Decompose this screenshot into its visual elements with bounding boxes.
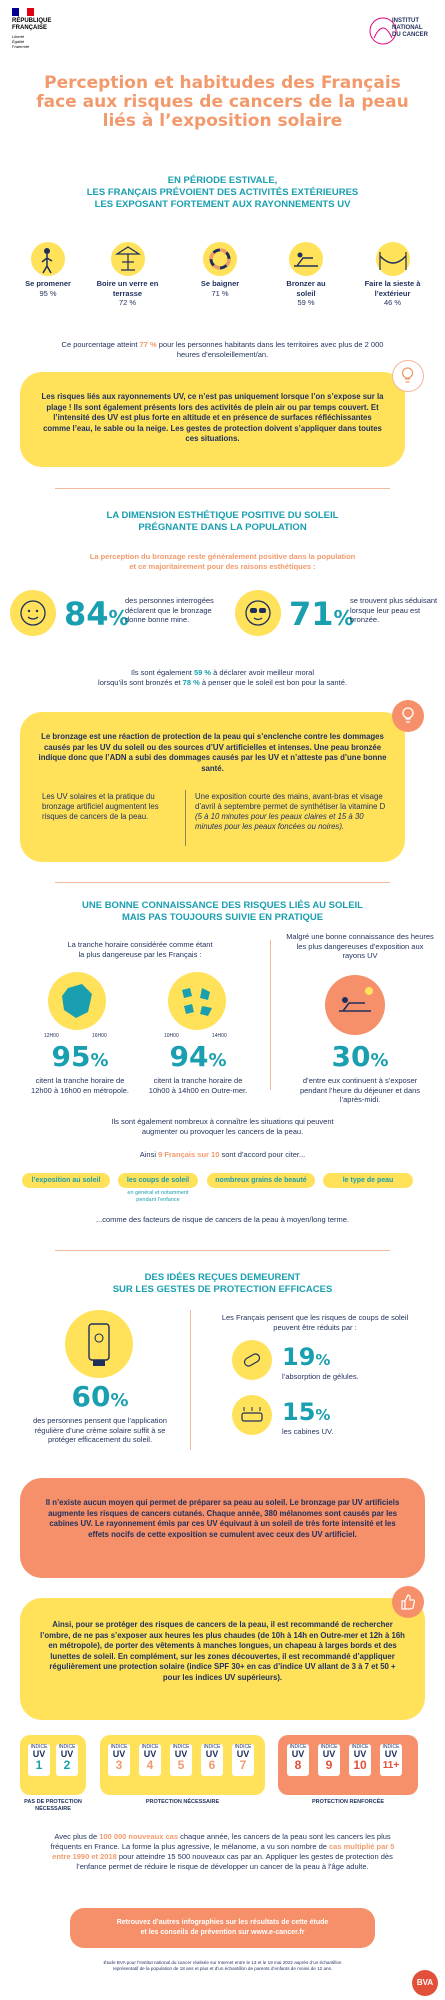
stat-15-text: les cabines UV. [282,1427,334,1436]
activity-value: 72 % [118,298,137,307]
devise-fraternite: Fraternité [12,44,30,49]
uv-card-11: INDICE UV 11+ [380,1744,402,1776]
activity-label: Se baigner [200,279,240,288]
lightbulb-icon [392,700,424,732]
incidence-highlight-2: cas multiplié par 5 entre 1990 et 2018 [52,1842,395,1861]
sunglasses-face-icon [235,590,281,636]
uv-card-5: INDICE UV 5 [170,1744,192,1776]
uv-card-1: INDICE UV 1 [28,1744,50,1776]
time-right-start: 10H00 [164,1033,179,1039]
sunburn-beliefs-intro: Les Français pensent que les risques de coups de soleil peuvent être réduits par : [221,1313,409,1332]
activity-value: 71 % [211,288,229,298]
stat-60-value: 60% [71,1380,129,1413]
section1-heading-line-3: LES EXPOSANT FORTEMENT AUX RAYONNEMENTS UV [94,199,351,210]
pill-sunburn-sub: en général et notamment pendant l’enfance [127,1190,189,1203]
uv-label-low: PAS DE PROTECTION NÉCESSAIRE [24,1799,82,1812]
note-text-end: pour les personnes habitants dans les territoires avec plus de 2 000 heures d’ensoleillement/an. [156,340,384,359]
outremer-map-icon [168,972,226,1030]
uv-index-scale [20,1735,425,1815]
stat-15-value: 15% [282,1398,331,1426]
activity-label: Faire la sieste à l’extérieur [364,279,421,298]
note-78: 78 % [182,677,200,687]
page-title [20,74,425,131]
stat-95 [30,1042,130,1095]
section4-heading-line-2: SUR LES GESTES DE PROTECTION EFFICACES [112,1284,333,1295]
activity-value: 59 % [297,298,315,307]
uv-card-10: INDICE UV 10 [349,1744,371,1776]
section4-heading [30,1272,415,1296]
pills-icon [232,1340,272,1380]
tanning-main-text: Le bronzage est une réaction de protection de la peau qui s’enclenche contre les dommages causés par les UV du soleil ou des sources d’UV artificielles et intenses. Une peau bronzée indique donc que l’ADN a subi des dommages causés par les UV et n’atteste pas d’une bonne santé. [38,732,387,773]
metropole-map-icon [48,972,106,1030]
devise-egalite: Égalité [12,39,25,44]
incidence-paragraph: Avec plus de 100 000 nouveaux cas chaque année, les cancers de la peau sont les cancers les plus fréquents en France. La forme la plus agressive, le mélanome, a vu son nombre de cas multiplié par 5 entre 1990 et 2018 pour atteindre 15 500 nouveaux cas par an. Appliquer les gestes de protection dès l’enfance permet de réduire le risque de développer un cancer de la peau à l’âge adulte. [50,1832,395,1871]
stat-19 [282,1345,422,1382]
inca-line-3: DU CANCER [392,32,428,38]
republique-logo [12,8,72,49]
pill-sun-exposure: l’exposition au soleil [22,1173,110,1188]
section1-heading-line-1: EN PÉRIODE ESTIVALE, [167,175,278,186]
uv-cabin-icon [232,1395,272,1435]
incidence-highlight-1: 100 000 nouveaux cas [99,1832,179,1841]
sunbather-icon [325,975,385,1035]
stat-94-text: citent la tranche horaire de 10h00 à 14h00 en Outre-mer. [148,1076,248,1095]
section2-heading-line-1: LA DIMENSION ESTHÉTIQUE POSITIVE DU SOLEIL [106,510,339,521]
sunshine-note [55,340,390,359]
stat-84-value: 84% [64,595,129,633]
activity-label: Boire un verre en terrasse [96,279,159,298]
stat-30-intro: Malgré une bonne connaissance des heures les plus dangereuses d’exposition aux rayons UV [286,932,434,960]
section2-intro [40,552,405,571]
walking-person-icon [31,242,65,276]
activity-walk [18,242,78,298]
pill-moles: nombreux grains de beauté [207,1173,315,1188]
time-intro: La tranche horaire considérée comme étant la plus dangereuse par les Français : [67,940,213,959]
stat-30-value: 30% [331,1040,389,1073]
pill-sunburn: les coups de soleil [118,1173,198,1188]
inca-line-1: INSTITUT [392,18,419,24]
smiling-sun-face-icon [10,590,56,636]
uv-card-8: INDICE UV 8 [287,1744,309,1776]
stat-95-value: 95% [51,1040,109,1073]
title-line-2: face aux risques de cancers de la peau [36,92,409,112]
sunbathing-icon [289,242,323,276]
cta-text[interactable]: Retrouvez d’autres infographies sur les résultats de cette étude et les conseils de prévention sur www.e-cancer.fr [116,1919,329,1936]
note-highlight: 77 % [139,340,157,349]
intro-line-1: La perception du bronzage reste généralement positive dans la population [89,552,356,561]
activity-label: Se promener [25,279,71,288]
pill-skin-type: le type de peau [323,1173,413,1188]
note-text: Ce pourcentage atteint [61,340,140,349]
stat-30-text: d’entre eux continuent à s’exposer pendant l’heure du déjeuner et dans l’après-midi. [299,1076,421,1104]
uv-card-4: INDICE UV 4 [139,1744,161,1776]
section1-heading [30,175,415,211]
uv-label-medium: PROTECTION NÉCESSAIRE [145,1799,220,1805]
section3-vertical-divider [270,940,271,1090]
section3-heading-line-1: UNE BONNE CONNAISSANCE DES RISQUES LIÉS AU SOLEIL [82,900,363,911]
bva-logo: BVA [412,1970,438,1996]
hammock-icon [376,242,410,276]
sunscreen-tube-icon [65,1310,133,1378]
activity-value: 46 % [383,298,402,307]
stat-71 [235,590,440,640]
section2-heading-line-2: PRÉGNANTE DANS LA POPULATION [138,522,307,533]
stat-84-text: des personnes interrogées déclarent que le bronzage donne bonne mine. [125,596,214,624]
stat-60 [25,1382,175,1445]
section4-heading-line-1: DES IDÉES REÇUES DEMEURENT [144,1272,301,1283]
risk-factors-outro: ...comme des facteurs de risque de cancers de la peau à moyen/long terme. [95,1215,350,1224]
cta-box[interactable] [70,1908,375,1948]
ainsi-line: Ainsi 9 Français sur 10 sont d’accord pour citer... [139,1150,306,1159]
title-line-1: Perception et habitudes des Français [44,73,401,93]
uv-card-7: INDICE UV 7 [232,1744,254,1776]
stat-94 [148,1042,248,1095]
intro-line-2: et ce majoritairement pour des raisons esthétiques : [129,561,316,571]
section4-vertical-divider [190,1310,191,1450]
inca-line-2: NATIONAL [392,25,423,31]
activity-terrace [90,242,165,308]
devise-liberte: Liberté [12,34,25,39]
activity-label: Bronzer au soleil [286,279,326,298]
divider-1 [55,488,390,489]
stat-30 [295,1042,425,1105]
activity-nap [355,242,430,308]
title-line-3: liés à l’exposition solaire [102,111,343,131]
stat-94-value: 94% [169,1040,227,1073]
stat-71-text: se trouvent plus séduisant lorsque leur peau est bronzée. [350,596,438,624]
no-preparation-text: Il n’existe aucun moyen qui permet de préparer sa peau au soleil. Le bronzage par UV artificiels augmente les risques de cancers cutanés. Chaque année, 380 mélanomes sont causés par les cabines UV. Le rayonnement émis par ces UV équivaut à un soleil de très forte intensité et les effets nocifs de cette exposition se cumulent avec ceux des UV artificiel. [45,1498,400,1539]
republique-line: RÉPUBLIQUE [12,18,52,24]
tanning-right-text: Une exposition courte des mains, avant-bras et visage d’avril à septembre permet de synthétiser la vitamine D (5 à 10 minutes pour les peaux claires et 15 à 30 minutes pour les peaux foncées ou noires). [195,792,386,831]
stat-84 [10,590,214,640]
cafe-terrace-icon [111,242,145,276]
uv-risk-text: Les risques liés aux rayonnements UV, ce n’est pas uniquement lorsque l’on s’expose sur la plage ! Ils sont également présents lors des activités de plein air ou par temps couvert. Et l’intensité des UV est plus forte en altitude et en présence de surfaces réfléchissantes comme l’eau, le sable ou la neige. Les gestes de protection doivent s’appliquer dans toutes ces situations. [41,392,384,443]
uv-card-2: INDICE UV 2 [56,1744,78,1776]
source-note: Étude BVA pour l’Institut national du cancer réalisée sur Internet entre le 13 et le 18 mai 2022 auprès d’un échantillon représentatif de la population de 18 ans et plus et d’un échantillon de parents d’enfants de moins de 12 ans. [103,1960,342,1971]
section1-heading-line-2: LES FRANÇAIS PRÉVOIENT DES ACTIVITÉS EXTÉRIEURES [86,187,359,198]
protection-advice-box [20,1598,425,1720]
francaise-line: FRANÇAISE [12,25,48,31]
inca-logo [368,16,438,48]
stat-60-text: des personnes pensent que l’application régulière d’une crème solaire suffit à se protéger efficacement du soleil. [33,1416,167,1444]
box-separator [185,790,186,846]
section2-note: Ils sont également 59 % à déclarer avoir meilleur moral lorsqu’ils sont bronzés et 78 % à penser que le soleil est bon pour la santé. [98,668,347,687]
situations-note: Ils sont également nombreux à connaître les situations qui peuvent augmenter ou provoquer les cancers de la peau. [111,1117,334,1136]
time-right-end: 14H00 [212,1033,227,1039]
lightbulb-icon [392,360,424,392]
activity-value: 95 % [39,288,57,298]
stat-95-text: citent la tranche horaire de 12h00 à 16h00 en métropole. [31,1076,129,1095]
stat-15 [282,1400,422,1437]
uv-label-high: PROTECTION RENFORCÉE [311,1799,385,1805]
tanning-left-text: Les UV solaires et la pratique du bronzage artificiel augmentent les risques de cancers de la peau. [42,792,159,821]
uv-risk-box [20,372,405,467]
activity-tan [278,242,334,308]
stat-19-value: 19% [282,1343,331,1371]
stat-71-value: 71% [289,595,354,633]
swimming-ring-icon [203,242,237,276]
uv-card-6: INDICE UV 6 [201,1744,223,1776]
uv-card-9: INDICE UV 9 [318,1744,340,1776]
activity-swim [190,242,250,298]
protection-advice-text: Ainsi, pour se protéger des risques de cancers de la peau, il est recommandé de rechercher l’ombre, de ne pas s’exposer aux heures les plus chaudes (de 10h à 14h en Outre-mer et 12h à 16h en métropole), de porter des vêtements à manches longues, un chapeau à larges bords et des lunettes de soleil. En complément, sur les zones découvertes, il est recommandé d’appliquer régulièrement une protection solaire (indice SPF 30+ en cas d’indice UV allant de 3 à 7 et 50 + pour les indices UV supérieurs). [40,1620,405,1682]
ainsi-highlight: 9 Français sur 10 [158,1150,220,1159]
tanning-info-box [20,712,405,862]
no-preparation-box [20,1478,425,1578]
french-flag-icon [12,8,34,16]
section3-heading-line-2: MAIS PAS TOUJOURS SUIVIE EN PRATIQUE [121,912,324,923]
divider-3 [55,1250,390,1251]
stat-19-text: l’absorption de gélules. [282,1372,359,1381]
section2-heading [30,510,415,534]
section3-heading [30,900,415,924]
thumbs-up-icon [392,1586,424,1618]
time-left-start: 12H00 [44,1033,59,1039]
uv-card-3: INDICE UV 3 [108,1744,130,1776]
time-left-end: 16H00 [92,1033,107,1039]
divider-2 [55,882,390,883]
note-59: 59 % [193,668,212,677]
